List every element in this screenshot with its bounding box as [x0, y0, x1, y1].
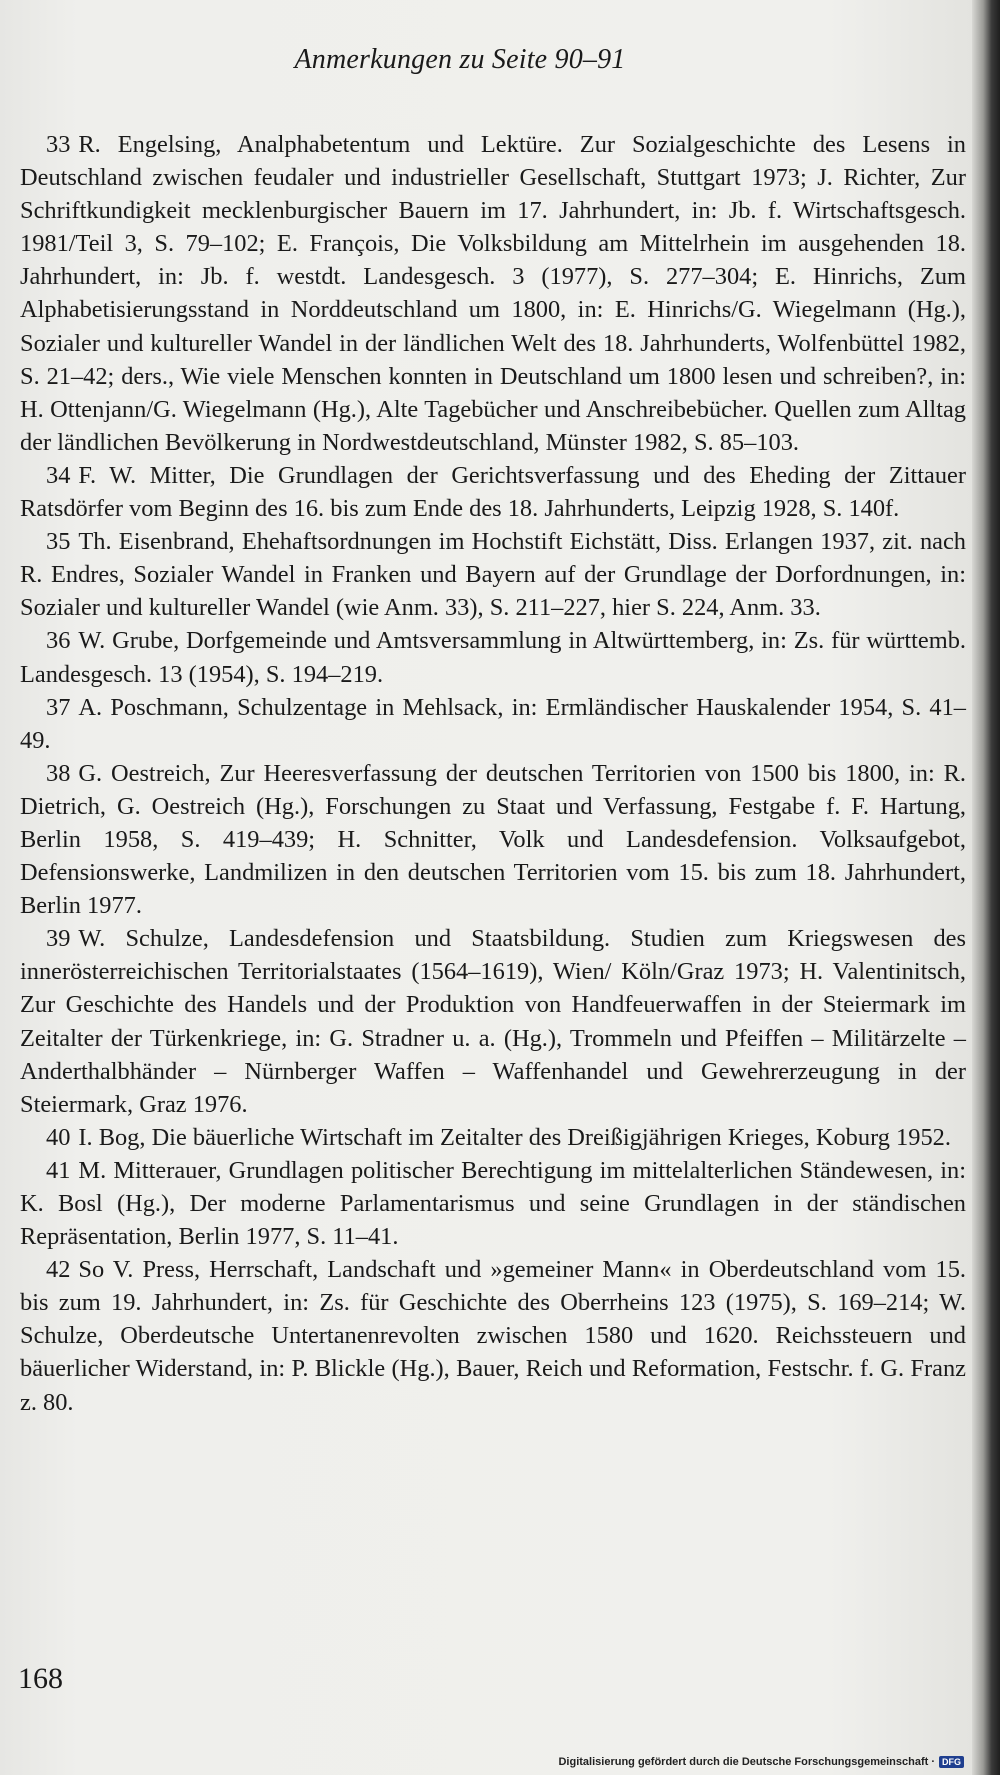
endnote: [20, 624, 966, 690]
endnote-number: 38: [46, 759, 71, 787]
endnote-text: M. Mitterauer, Grundlagen politischer Berechtigung im mittelalterlichen Ständewesen, in: K. Bosl (Hg.), Der moderne Parlamentarismus und seine Grundlagen in der ständischen Repräsentation, Berlin 1977, S. 11–41.: [20, 1156, 966, 1251]
endnote: [20, 691, 966, 757]
endnote: [20, 922, 966, 1121]
endnote-text: G. Oestreich, Zur Heeresverfassung der deutschen Territorien von 1500 bis 1800, in: R. Dietrich, G. Oestreich (Hg.), Forschungen zu Staat und Verfassung, Festgabe f. F. Hartung, Berlin 1958, S. 419–439; H. Schnitter, Volk und Landesdefension. Volksaufgebot, Defensionswerke, Landmilizen in den deutschen Territorien vom 15. bis zum 18. Jahrhundert, Berlin 1977.: [20, 759, 966, 920]
endnote-number: 42: [46, 1256, 71, 1284]
endnote: [20, 1154, 966, 1253]
endnote-number: 35: [46, 528, 71, 556]
endnote: [20, 1121, 966, 1154]
endnote-text: W. Grube, Dorfgemeinde und Amtsversammlung in Altwürttemberg, in: Zs. für württemb. Landesgesch. 13 (1954), S. 194–219.: [20, 627, 966, 688]
endnotes-list: [20, 128, 966, 1419]
credit-text: Digitalisierung gefördert durch die Deutsche Forschungsgemeinschaft ·: [558, 1756, 935, 1768]
endnote-text: Th. Eisenbrand, Ehehaftsordnungen im Hochstift Eichstätt, Diss. Erlangen 1937, zit. nach R. Endres, Sozialer Wandel in Franken und Bayern auf der Grundlage der Dorfordnungen, in: Sozialer und kultureller Wandel (wie Anm. 33), S. 211–227, hier S. 224, Anm. 33.: [20, 528, 966, 622]
endnote-number: 36: [46, 627, 71, 655]
endnote-text: A. Poschmann, Schulzentage in Mehlsack, in: Ermländischer Hauskalender 1954, S. 41–49.: [20, 693, 966, 754]
endnote-text: W. Schulze, Landesdefension und Staatsbildung. Studien zum Kriegswesen des innerösterreichischen Territorialstaates (1564–1619), Wien/ Köln/Graz 1973; H. Valentinitsch, Zur Geschichte des Handels und der Produktion von Handfeuerwaffen in der Steiermark im Zeitalter der Türkenkriege, in: G. Stradner u. a. (Hg.), Trommeln und Pfeiffen – Militärzelte – Anderthalbhänder – Nürnberger Waffen – Waffenhandel und Gewehrerzeugung in der Steiermark, Graz 1976.: [20, 925, 966, 1118]
running-header: Anmerkungen zu Seite 90–91: [294, 44, 626, 75]
endnote-number: 39: [46, 925, 71, 953]
endnote-text: R. Engelsing, Analphabetentum und Lektüre. Zur Sozialgeschichte des Lesens in Deutschland zwischen feudaler und industrieller Gesellschaft, Stuttgart 1973; J. Richter, Zur Schriftkundigkeit mecklenburgischer Bauern im 17. Jahrhundert, in: Jb. f. Wirtschaftsgesch. 1981/Teil 3, S. 79–102; E. François, Die Volksbildung am Mittelrhein im ausgehenden 18. Jahrhundert, in: Jb. f. westdt. Landesgesch. 3 (1977), S. 277–304; E. Hinrichs, Zum Alphabetisierungsstand in Norddeutschland um 1800, in: E. Hinrichs/G. Wiegelmann (Hg.), Sozialer und kultureller Wandel in der ländlichen Welt des 18. Jahrhunderts, Wolfenbüttel 1982, S. 21–42; ders., Wie viele Menschen konnten in Deutschland um 1800 lesen und schreiben?, in: H. Ottenjann/G. Wiegelmann (Hg.), Alte Tagebücher und Anschreibebücher. Quellen zum Alltag der ländlichen Bevölkerung in Nordwestdeutschland, Münster 1982, S. 85–103.: [20, 131, 966, 456]
endnote-number: 40: [46, 1123, 71, 1151]
endnote-number: 34: [46, 461, 71, 489]
endnote-text: So V. Press, Herrschaft, Landschaft und »gemeiner Mann« in Oberdeutschland vom 15. bis zum 19. Jahrhundert, in: Zs. für Geschichte des Oberrheins 123 (1975), S. 169–214; W. Schulze, Oberdeutsche Untertanenrevolten zwischen 1580 und 1620. Reichssteuern und bäuerlicher Widerstand, in: P. Blickle (Hg.), Bauer, Reich und Reformation, Festschr. f. G. Franz z. 80.: [20, 1256, 966, 1416]
endnote: [20, 525, 966, 624]
endnote-number: 41: [46, 1156, 71, 1184]
endnote: [20, 128, 966, 459]
endnote: [20, 757, 966, 922]
digitization-credit: [558, 1756, 964, 1768]
endnote-text: I. Bog, Die bäuerliche Wirtschaft im Zeitalter des Dreißigjährigen Krieges, Koburg 1952.: [78, 1123, 951, 1151]
page-edge-shadow: [972, 0, 1000, 1775]
endnote: [20, 459, 966, 525]
endnote-number: 33: [46, 131, 71, 158]
dfg-logo-icon: DFG: [939, 1756, 964, 1768]
endnote: [20, 1253, 966, 1418]
endnote-number: 37: [46, 693, 71, 721]
page-number: 168: [18, 1662, 63, 1695]
endnote-text: F. W. Mitter, Die Grundlagen der Gerichtsverfassung und des Eheding der Zittauer Ratsdörfer vom Beginn des 16. bis zum Ende des 18. Jahrhunderts, Leipzig 1928, S. 140f.: [20, 461, 966, 523]
